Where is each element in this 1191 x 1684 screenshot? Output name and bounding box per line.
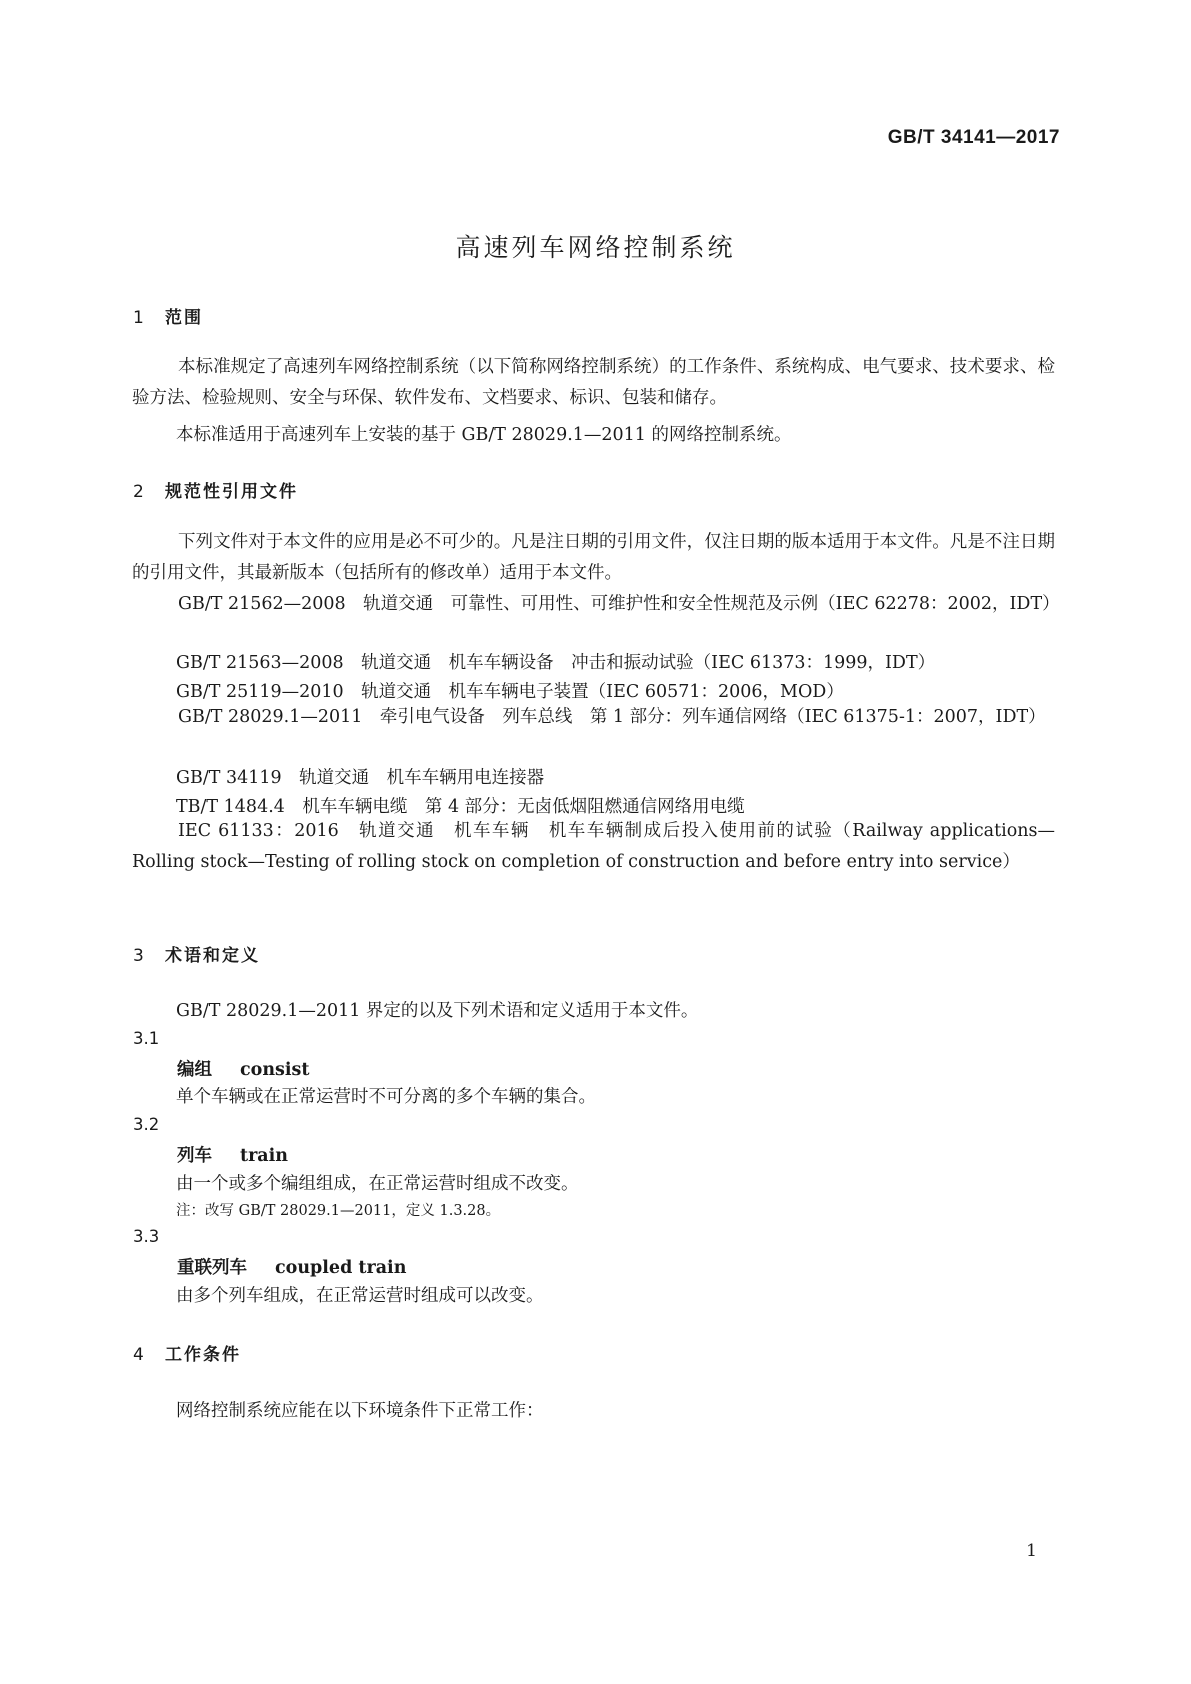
reference-4: GB/T 28029.1—2011 牵引电气设备 列车总线 第 1 部分：列车通信网络（IEC 61375-1：2007，IDT） <box>178 707 1046 727</box>
term-heading <box>177 1254 406 1279</box>
section-3-heading <box>133 941 260 966</box>
section-number: 3 <box>133 946 144 966</box>
document-title: 高速列车网络控制系统 <box>455 233 736 262</box>
normative-intro: 下列文件对于本文件的应用是必不可少的。凡是注日期的引用文件，仅注日期的版本适用于本文件。凡是不注日期的引用文件，其最新版本（包括所有的修改单）适用于本文件。 <box>132 532 1055 583</box>
term-number: 3.2 <box>133 1115 160 1134</box>
term-chinese: 编组 <box>177 1060 212 1080</box>
term-english: consist <box>240 1060 310 1080</box>
term-heading <box>177 1142 288 1167</box>
reference-5: GB/T 34119 轨道交通 机车车辆用电连接器 <box>176 768 545 788</box>
standard-number: GB/T 34141—2017 <box>887 127 1060 148</box>
reference-1: GB/T 21562—2008 轨道交通 可靠性、可用性、可维护性和安全性规范及示例（IEC 62278：2002，IDT） <box>178 594 1060 614</box>
term-note: 注：改写 GB/T 28029.1—2011，定义 1.3.28。 <box>176 1203 501 1219</box>
section-1-heading <box>133 303 203 328</box>
scope-paragraph-2: 本标准适用于高速列车上安装的基于 GB/T 28029.1—2011 的网络控制系统。 <box>176 425 792 445</box>
section-title: 规范性引用文件 <box>165 482 298 502</box>
term-english: train <box>240 1146 289 1166</box>
reference-3: GB/T 25119—2010 轨道交通 机车车辆电子装置（IEC 60571：2006，MOD） <box>176 682 844 702</box>
section-2-heading <box>133 477 298 502</box>
section-title: 术语和定义 <box>165 946 260 966</box>
section-title: 工作条件 <box>165 1345 241 1365</box>
term-number: 3.1 <box>133 1029 160 1048</box>
section-number: 1 <box>133 308 144 328</box>
term-number: 3.3 <box>133 1227 160 1246</box>
term-english: coupled train <box>275 1258 407 1278</box>
term-chinese: 重联列车 <box>177 1258 247 1278</box>
term-definition: 单个车辆或在正常运营时不可分离的多个车辆的集合。 <box>176 1087 596 1107</box>
terms-intro: GB/T 28029.1—2011 界定的以及下列术语和定义适用于本文件。 <box>176 1001 699 1021</box>
reference-6: TB/T 1484.4 机车车辆电缆 第 4 部分：无卤低烟阻燃通信网络用电缆 <box>176 797 745 817</box>
scope-paragraph-1: 本标准规定了高速列车网络控制系统（以下简称网络控制系统）的工作条件、系统构成、电气要求、技术要求、检验方法、检验规则、安全与环保、软件发布、文档要求、标识、包装和储存。 <box>132 357 1055 408</box>
term-definition: 由多个列车组成，在正常运营时组成可以改变。 <box>176 1286 544 1306</box>
reference-2: GB/T 21563—2008 轨道交通 机车车辆设备 冲击和振动试验（IEC 61373：1999，IDT） <box>176 653 936 673</box>
section-4-heading <box>133 1340 241 1365</box>
term-definition: 由一个或多个编组组成，在正常运营时组成不改变。 <box>176 1174 579 1194</box>
reference-7: IEC 61133：2016 轨道交通 机车车辆 机车车辆制成后投入使用前的试验（Railway applications—Rolling stock—Testing of rolling stock on completion of construction and before entry into service） <box>132 821 1055 872</box>
section-number: 4 <box>133 1345 144 1365</box>
section-number: 2 <box>133 482 144 502</box>
section-title: 范围 <box>165 308 203 328</box>
conditions-paragraph: 网络控制系统应能在以下环境条件下正常工作： <box>176 1401 544 1421</box>
page-number: 1 <box>1026 1541 1037 1561</box>
term-heading <box>177 1056 310 1081</box>
term-chinese: 列车 <box>177 1146 212 1166</box>
